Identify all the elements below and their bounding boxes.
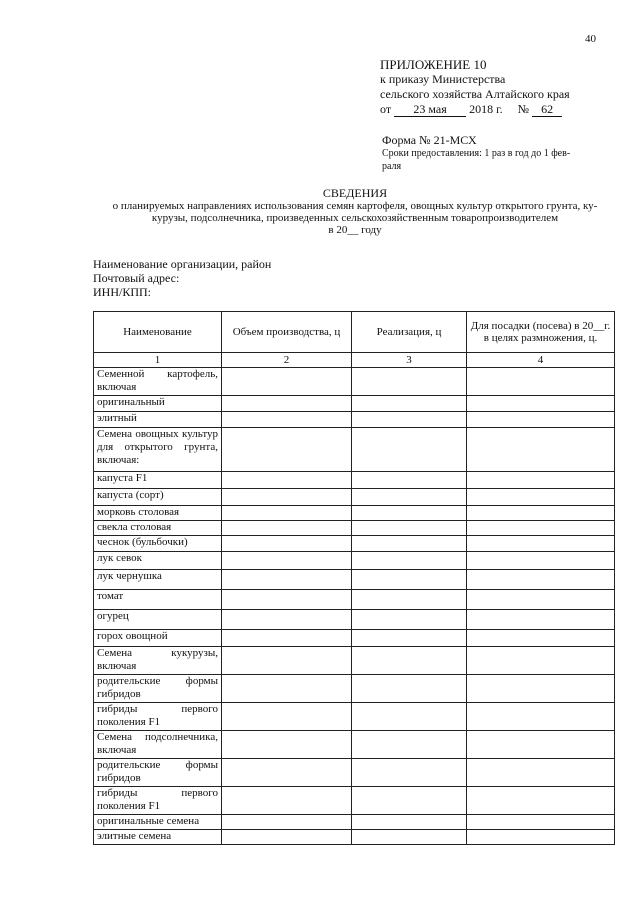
cell-production: [222, 759, 352, 787]
cell-planting: [467, 703, 615, 731]
cell-sales: [352, 830, 467, 845]
table-row: [94, 675, 615, 703]
header-planting: Для посадки (посева) в 20__г. в целях размножения, ц.: [467, 312, 615, 353]
header-sales: Реализация, ц: [352, 312, 467, 353]
cell-sales: [352, 489, 467, 506]
cell-planting: [467, 759, 615, 787]
cell-production: [222, 489, 352, 506]
cell-planting: [467, 412, 615, 428]
table-row: [94, 787, 615, 815]
row-name: лук севок: [94, 552, 222, 570]
cell-planting: [467, 570, 615, 590]
cell-sales: [352, 787, 467, 815]
table-row: [94, 731, 615, 759]
order-number: 62: [532, 103, 562, 117]
cell-production: [222, 675, 352, 703]
row-name: родительские формы гибридов: [94, 675, 222, 703]
cell-planting: [467, 368, 615, 396]
cell-production: [222, 570, 352, 590]
cell-planting: [467, 787, 615, 815]
cell-planting: [467, 552, 615, 570]
row-name: элитные семена: [94, 830, 222, 845]
column-number: 2: [222, 353, 352, 368]
form-deadline-line2: раля: [382, 161, 402, 172]
heading-line3: в 20__ году: [328, 224, 382, 236]
form-deadline-line1: Сроки предоставления: 1 раз в год до 1 фев-: [382, 148, 571, 159]
cell-sales: [352, 590, 467, 610]
header-name: Наименование: [94, 312, 222, 353]
row-name: оригинальные семена: [94, 815, 222, 830]
table-header-row: [94, 312, 615, 353]
row-name: лук чернушка: [94, 570, 222, 590]
cell-sales: [352, 521, 467, 536]
row-name: свекла столовая: [94, 521, 222, 536]
table-row: [94, 590, 615, 610]
row-name: Семена подсолнечника, включая: [94, 731, 222, 759]
cell-production: [222, 506, 352, 521]
table-row: [94, 428, 615, 472]
cell-sales: [352, 731, 467, 759]
row-name: чеснок (бульбочки): [94, 536, 222, 552]
row-name: томат: [94, 590, 222, 610]
cell-sales: [352, 368, 467, 396]
row-name: гибриды первого поколения F1: [94, 703, 222, 731]
cell-sales: [352, 428, 467, 472]
cell-sales: [352, 815, 467, 830]
cell-production: [222, 536, 352, 552]
header-production-volume: Объем производства, ц: [222, 312, 352, 353]
cell-planting: [467, 675, 615, 703]
table-row: [94, 610, 615, 630]
cell-production: [222, 830, 352, 845]
table-row: [94, 703, 615, 731]
cell-production: [222, 610, 352, 630]
row-name: капуста (сорт): [94, 489, 222, 506]
appendix-date-line: [380, 102, 570, 117]
cell-production: [222, 428, 352, 472]
table-row: [94, 521, 615, 536]
cell-sales: [352, 570, 467, 590]
cell-sales: [352, 703, 467, 731]
table-row: [94, 647, 615, 675]
cell-planting: [467, 731, 615, 759]
table-row: [94, 536, 615, 552]
cell-planting: [467, 590, 615, 610]
table-row: [94, 630, 615, 647]
cell-sales: [352, 552, 467, 570]
table-body: [94, 368, 615, 845]
date-year: 2018 г.: [469, 102, 503, 116]
seed-usage-table: [93, 311, 615, 845]
cell-sales: [352, 759, 467, 787]
cell-sales: [352, 675, 467, 703]
cell-planting: [467, 630, 615, 647]
cell-planting: [467, 830, 615, 845]
table-row: [94, 506, 615, 521]
row-name: родительские формы гибридов: [94, 759, 222, 787]
cell-production: [222, 521, 352, 536]
cell-production: [222, 787, 352, 815]
table-row: [94, 815, 615, 830]
inn-kpp-label: ИНН/КПП:: [93, 285, 152, 299]
cell-production: [222, 731, 352, 759]
table-row: [94, 830, 615, 845]
table-row: [94, 570, 615, 590]
cell-planting: [467, 506, 615, 521]
column-number: 4: [467, 353, 615, 368]
cell-production: [222, 647, 352, 675]
row-name: морковь столовая: [94, 506, 222, 521]
table-row: [94, 552, 615, 570]
organization-name-label: Наименование организации, район: [93, 257, 272, 271]
document-title: СВЕДЕНИЯ: [322, 186, 388, 200]
appendix-order-line: к приказу Министерства: [380, 72, 506, 86]
row-name: Семена овощных культур для открытого грунта, включая:: [94, 428, 222, 472]
column-number: 3: [352, 353, 467, 368]
cell-planting: [467, 472, 615, 489]
page-number: 40: [585, 33, 596, 45]
cell-sales: [352, 610, 467, 630]
cell-production: [222, 412, 352, 428]
cell-planting: [467, 536, 615, 552]
appendix-ministry-line: сельского хозяйства Алтайского края: [380, 87, 570, 101]
form-block: [382, 133, 570, 173]
cell-planting: [467, 521, 615, 536]
table-row: [94, 412, 615, 428]
cell-production: [222, 472, 352, 489]
appendix-title: ПРИЛОЖЕНИЕ 10: [380, 57, 487, 72]
postal-address-label: Почтовый адрес:: [93, 271, 180, 285]
cell-sales: [352, 412, 467, 428]
table-row: [94, 472, 615, 489]
cell-planting: [467, 815, 615, 830]
table-row: [94, 368, 615, 396]
row-name: Семенной картофель, включая: [94, 368, 222, 396]
cell-planting: [467, 610, 615, 630]
row-name: элитный: [94, 412, 222, 428]
cell-production: [222, 703, 352, 731]
table-row: [94, 759, 615, 787]
appendix-block: [380, 57, 570, 117]
row-name: Семена кукурузы, включая: [94, 647, 222, 675]
document-heading: [85, 187, 625, 236]
cell-planting: [467, 396, 615, 412]
cell-production: [222, 552, 352, 570]
cell-sales: [352, 630, 467, 647]
cell-planting: [467, 647, 615, 675]
number-prefix: №: [517, 102, 530, 116]
column-number: 1: [94, 353, 222, 368]
cell-planting: [467, 489, 615, 506]
cell-sales: [352, 472, 467, 489]
cell-production: [222, 815, 352, 830]
cell-sales: [352, 536, 467, 552]
table-row: [94, 489, 615, 506]
cell-sales: [352, 396, 467, 412]
row-name: гибриды первого поколения F1: [94, 787, 222, 815]
cell-production: [222, 630, 352, 647]
cell-sales: [352, 506, 467, 521]
date-prefix: от: [380, 102, 392, 116]
table-row: [94, 396, 615, 412]
cell-production: [222, 396, 352, 412]
cell-sales: [352, 647, 467, 675]
heading-line1: о планируемых направлениях использования семян картофеля, овощных культур открытого грунта, ку-: [112, 200, 598, 212]
cell-planting: [467, 428, 615, 472]
form-name: Форма № 21-МСХ: [382, 133, 477, 147]
cell-production: [222, 368, 352, 396]
date-value: 23 мая: [394, 103, 466, 117]
row-name: горох овощной: [94, 630, 222, 647]
row-name: капуста F1: [94, 472, 222, 489]
column-number-row: [94, 353, 615, 368]
organization-info: [93, 257, 271, 299]
cell-production: [222, 590, 352, 610]
heading-line2: курузы, подсолнечника, произведенных сельскохозяйственным товаропроизводителем: [151, 212, 559, 224]
row-name: огурец: [94, 610, 222, 630]
row-name: оригинальный: [94, 396, 222, 412]
